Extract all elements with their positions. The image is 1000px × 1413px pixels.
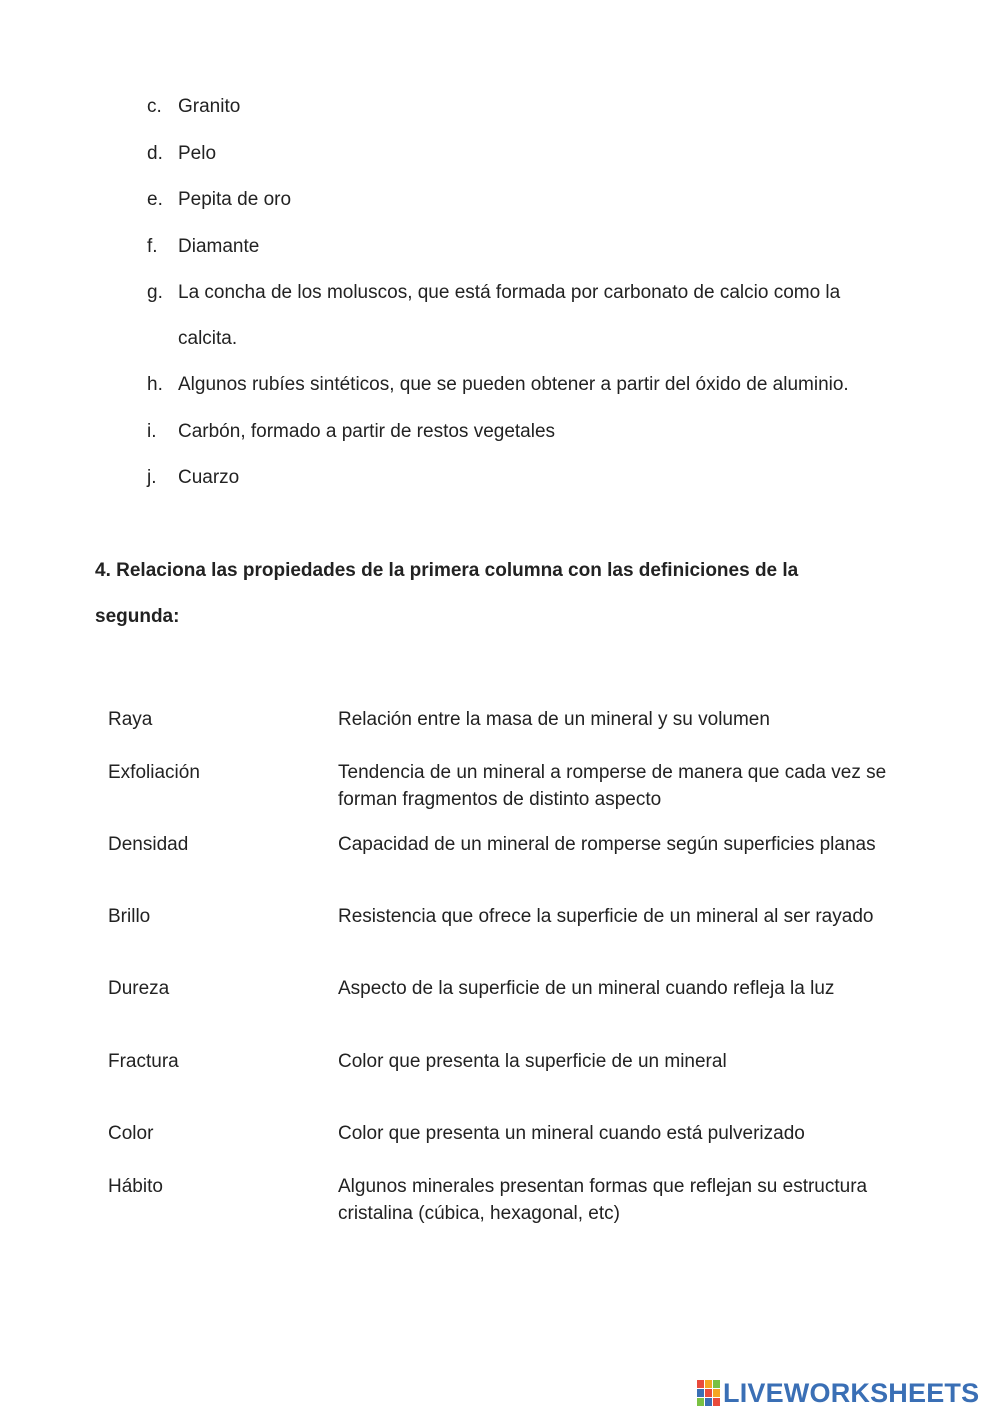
list-item: Pelo xyxy=(178,143,217,164)
liveworksheets-icon xyxy=(697,1380,721,1406)
property-habito: Hábito xyxy=(108,1176,163,1197)
list-item: Pepita de oro xyxy=(178,189,292,210)
definition-7: Color que presenta un mineral cuando está pulverizado xyxy=(338,1123,805,1144)
question-heading-continuation: segunda: xyxy=(95,606,180,627)
list-letter: c. xyxy=(147,96,162,117)
list-item: La concha de los moluscos, que está formada por carbonato de calcio como la xyxy=(178,282,841,303)
property-dureza: Dureza xyxy=(108,978,170,999)
list-item-continuation: calcita. xyxy=(178,328,238,349)
list-letter: i. xyxy=(147,421,157,442)
property-exfoliacion: Exfoliación xyxy=(108,762,200,783)
list-letter: h. xyxy=(147,374,163,395)
property-densidad: Densidad xyxy=(108,834,189,855)
list-letter: j. xyxy=(147,467,157,488)
list-item: Cuarzo xyxy=(178,467,240,488)
definition-3: Capacidad de un mineral de romperse según superficies planas xyxy=(338,834,876,855)
property-fractura: Fractura xyxy=(108,1051,179,1072)
property-brillo: Brillo xyxy=(108,906,151,927)
definition-5: Aspecto de la superficie de un mineral cuando refleja la luz xyxy=(338,978,835,999)
definition-1: Relación entre la masa de un mineral y su volumen xyxy=(338,709,770,730)
list-letter: f. xyxy=(147,236,158,257)
list-item: Granito xyxy=(178,96,241,117)
definition-4: Resistencia que ofrece la superficie de un mineral al ser rayado xyxy=(338,906,874,927)
list-letter: g. xyxy=(147,282,163,303)
definition-8: Algunos minerales presentan formas que reflejan su estructura cristalina (cúbica, hexagonal, etc) xyxy=(338,1176,868,1224)
property-color: Color xyxy=(108,1123,154,1144)
list-letter: d. xyxy=(147,143,163,164)
list-item: Carbón, formado a partir de restos vegetales xyxy=(178,421,556,442)
question-heading: 4. Relaciona las propiedades de la primera columna con las definiciones de la xyxy=(95,560,799,581)
definition-6: Color que presenta la superficie de un mineral xyxy=(338,1051,727,1072)
list-item: Diamante xyxy=(178,236,260,257)
list-letter: e. xyxy=(147,189,163,210)
list-item: Algunos rubíes sintéticos, que se pueden obtener a partir del óxido de aluminio. xyxy=(178,374,849,395)
definition-2: Tendencia de un mineral a romperse de manera que cada vez se forman fragmentos de distinto aspecto xyxy=(338,762,887,810)
liveworksheets-logo[interactable] xyxy=(697,1378,979,1408)
brand-text: LIVEWORKSHEETS xyxy=(723,1378,980,1408)
property-raya: Raya xyxy=(108,709,153,730)
